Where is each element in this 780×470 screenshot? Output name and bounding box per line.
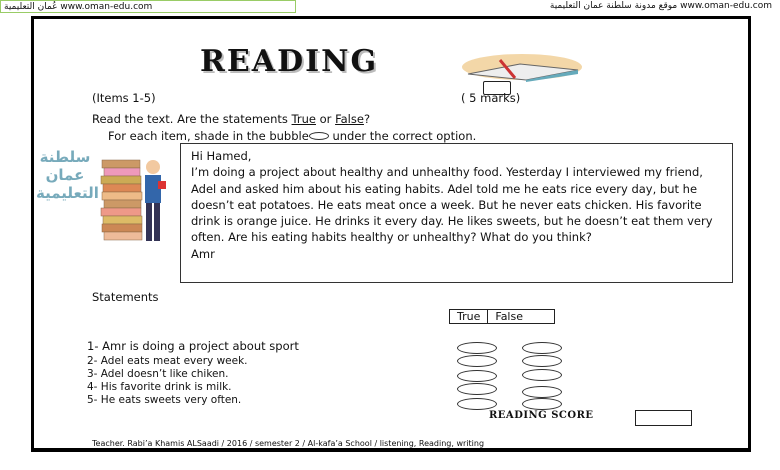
bubble-2-false[interactable] (522, 355, 562, 367)
bubble-4-false[interactable] (522, 386, 562, 398)
letter-text-box (180, 143, 733, 283)
bubble-1-false[interactable] (522, 342, 562, 354)
bubble-3-true[interactable] (457, 370, 497, 382)
statement-5: 5- He eats sweets very often. (87, 394, 242, 406)
false-column-label: False (495, 310, 523, 323)
letter-signature: Amr (191, 246, 215, 261)
reading-score-label: READING SCORE (489, 410, 594, 421)
boy-with-books-image (98, 155, 170, 250)
letter-body: I’m doing a project about healthy and unhealthy food. Yesterday I interviewed my friend, Adel and asked him about his eating habits. Adel told me he eats rice every day, but he doesn’t eat potatoes. He eats meat once a week. But he never eats chicken. His favorite drink is orange juice. He drinks it every day. He likes sweets, but he doesn’t eat them very often. Are his eating habits healthy or unhealthy? What do you think? (191, 165, 713, 245)
bubble-5-true[interactable] (457, 398, 497, 410)
open-book-icon (460, 52, 585, 82)
site-banner-right: موقع مدونة سلطنة عمان التعليمية www.oman-edu.com (549, 1, 772, 11)
statement-1: 1- Amr is doing a project about sport (87, 339, 299, 353)
bubble-4-true[interactable] (457, 383, 497, 395)
watermark: سلطنة عمان التعليمية (36, 148, 99, 202)
reading-score-box[interactable] (635, 410, 692, 426)
bubble-2-true[interactable] (457, 355, 497, 367)
instruction-2: For each item, shade in the bubble under the correct option. (108, 129, 477, 143)
instruction-1: Read the text. Are the statements True or False? (92, 112, 371, 126)
letter-greeting: Hi Hamed, (191, 149, 252, 163)
items-label: (Items 1-5) (92, 91, 156, 105)
bubble-3-false[interactable] (522, 369, 562, 381)
page-title: READING (200, 44, 379, 79)
footer-credit: Teacher. Rabi’a Khamis ALSaadi / 2016 / semester 2 / Al-kafa’a School / listening, Reading, writing (92, 439, 485, 448)
site-banner-left: عُمان التعليمية www.oman-edu.com (0, 0, 296, 13)
true-column-label: True (450, 310, 488, 323)
bubble-1-true[interactable] (457, 342, 497, 354)
true-false-header (449, 309, 555, 324)
bubble-5-false[interactable] (522, 398, 562, 410)
marks-label: ( 5 marks) (461, 91, 521, 105)
statement-2: 2- Adel eats meat every week. (87, 355, 248, 367)
statements-heading: Statements (92, 290, 159, 304)
statement-4: 4- His favorite drink is milk. (87, 381, 232, 393)
statement-3: 3- Adel doesn’t like chiken. (87, 368, 229, 380)
